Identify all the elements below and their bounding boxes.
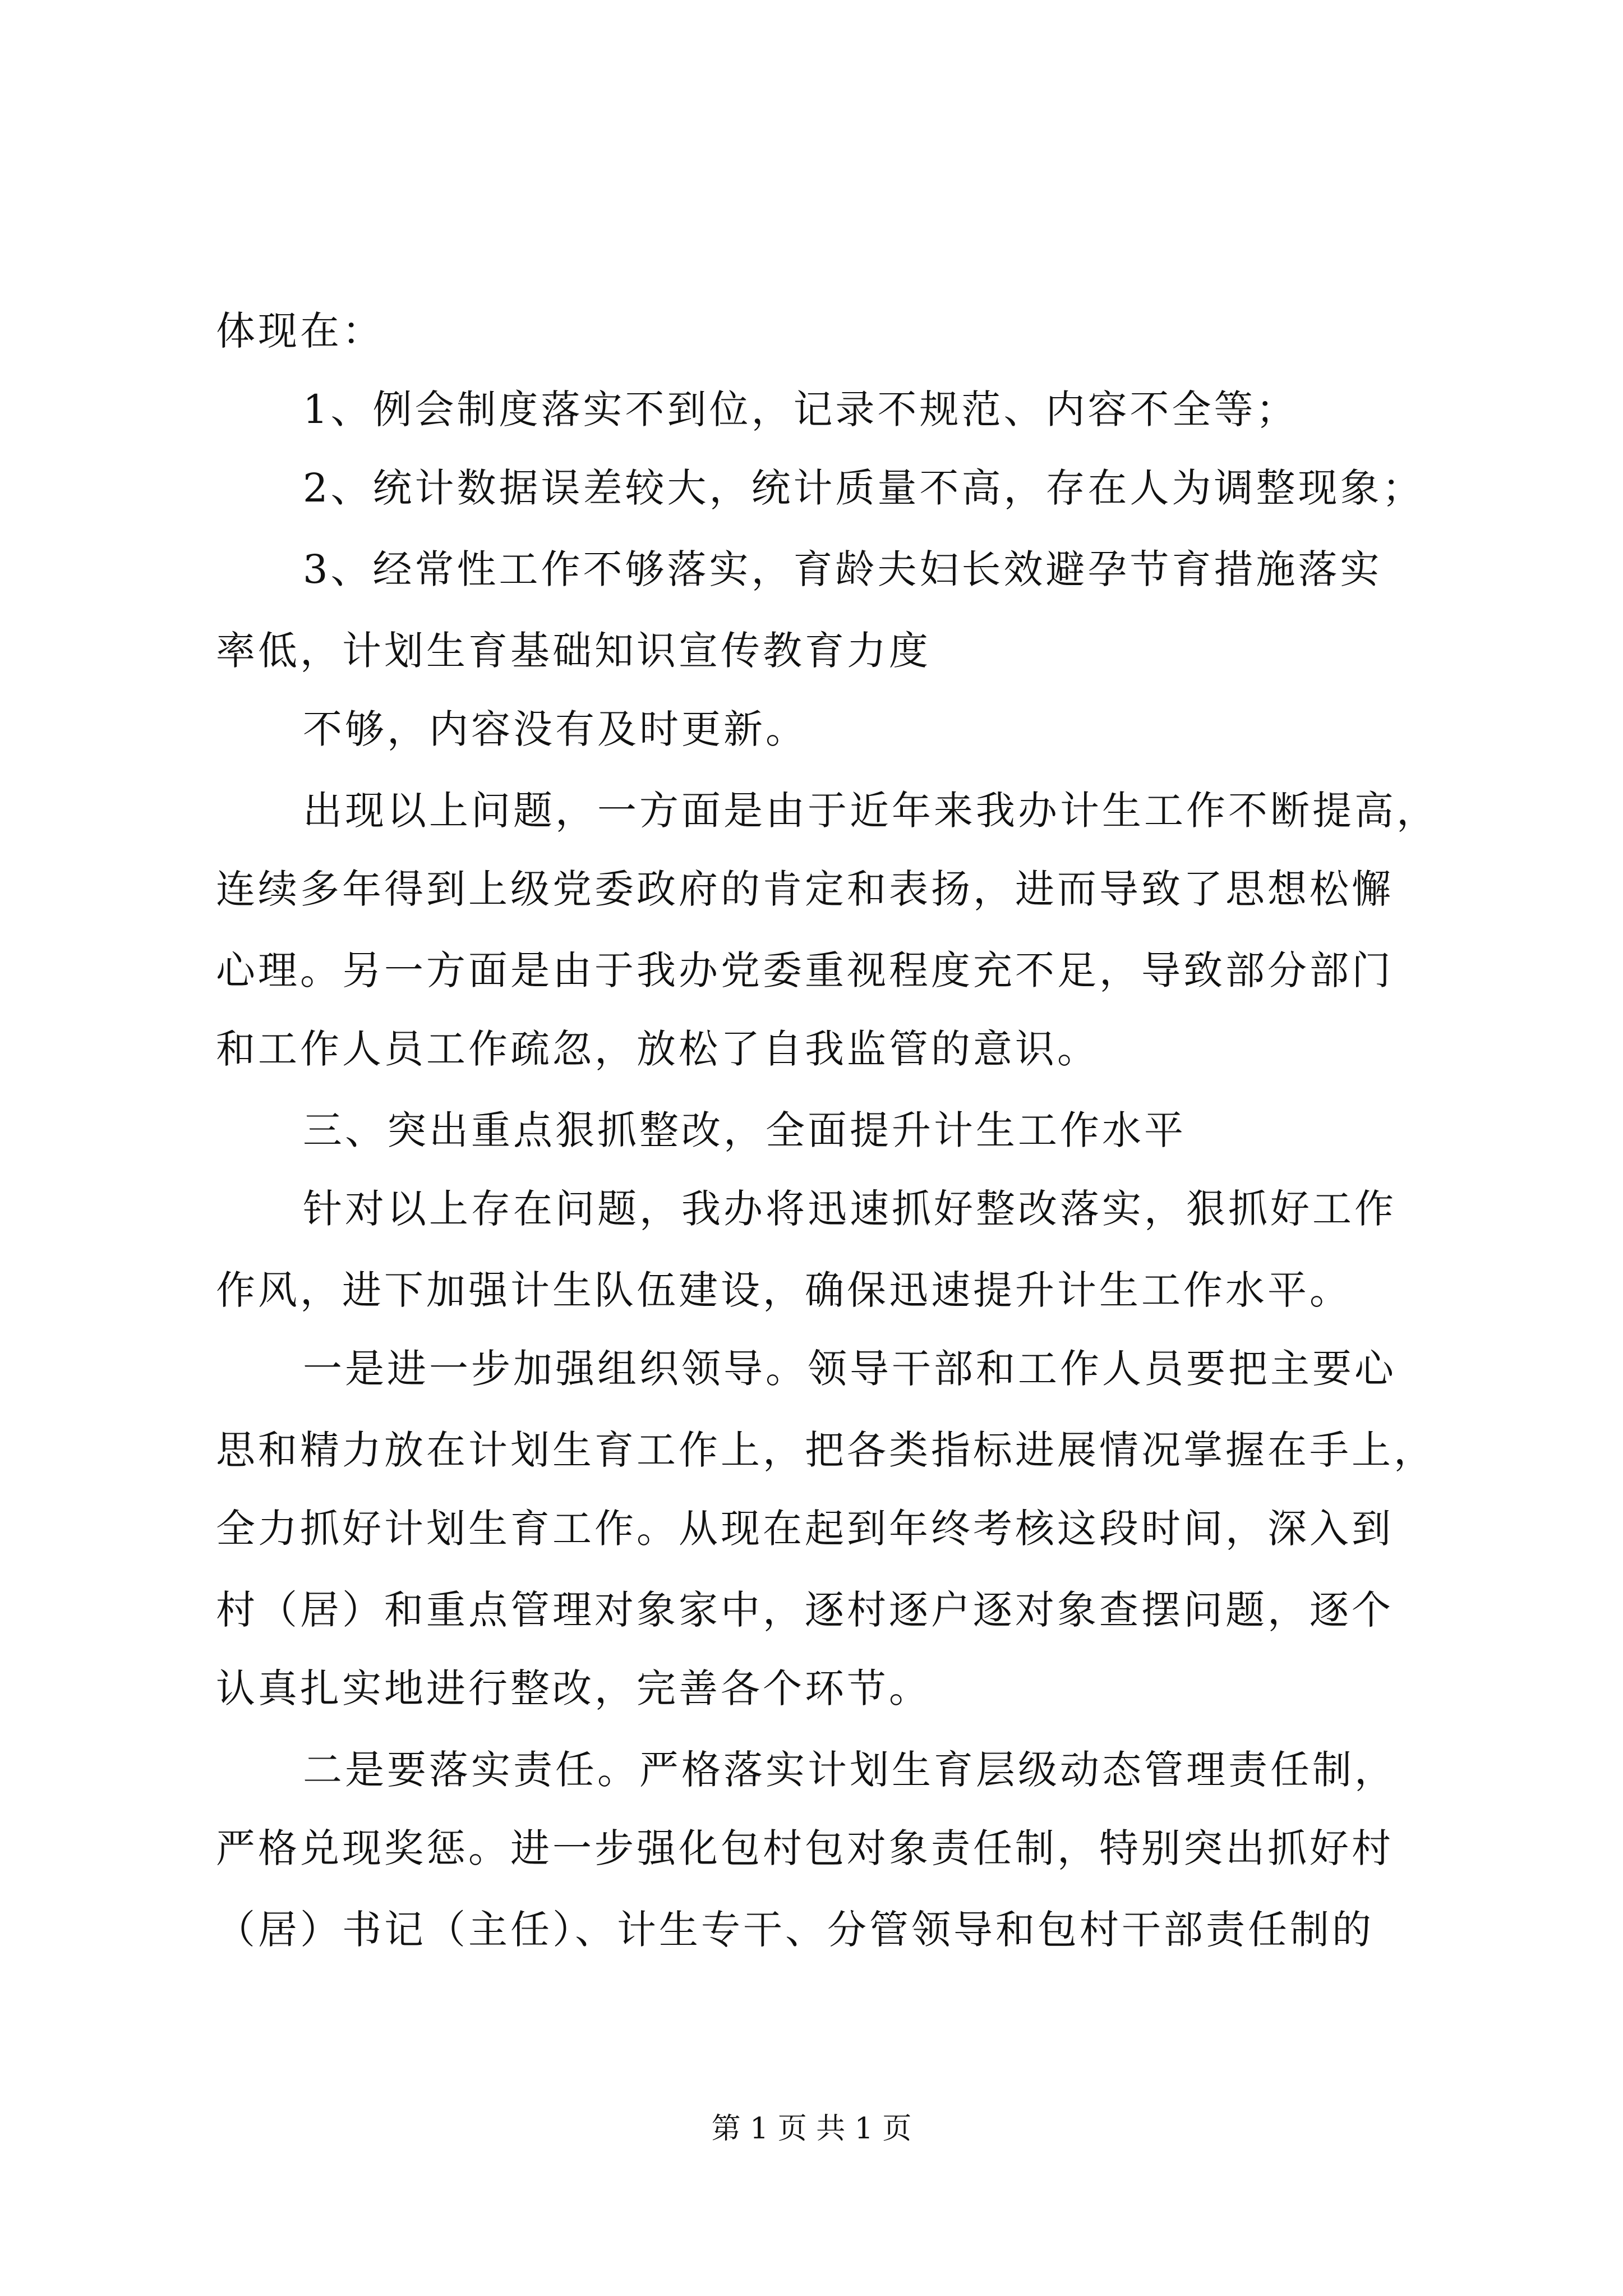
section-heading: 三、突出重点狠抓整改，全面提升计生工作水平 (303, 1107, 1186, 1153)
text-line: 率低，计划生育基础知识宣传教育力度 (216, 628, 931, 674)
text-line: 村（居）和重点管理对象家中，逐村逐户逐对象查摆问题，逐个 (216, 1587, 1394, 1633)
text-line: 全力抓好计划生育工作。从现在起到年终考核这段时间，深入到 (216, 1506, 1394, 1552)
text-line: 一是进一步加强组织领导。领导干部和工作人员要把主要心 (303, 1346, 1396, 1392)
text-line: 认真扎实地进行整改，完善各个环节。 (216, 1665, 931, 1711)
text-line: 和工作人员工作疏忽，放松了自我监管的意识。 (216, 1026, 1099, 1072)
text-line: 严格兑现奖惩。进一步强化包村包对象责任制，特别突出抓好村 (216, 1825, 1394, 1871)
text-line: 思和精力放在计划生育工作上，把各类指标进展情况掌握在手上， (216, 1427, 1436, 1473)
text-line: 针对以上存在问题，我办将迅速抓好整改落实，狠抓好工作 (303, 1186, 1396, 1232)
text-line: 2、统计数据误差较大，统计质量不高，存在人为调整现象； (303, 465, 1424, 511)
text-line: 不够，内容没有及时更新。 (303, 706, 808, 752)
text-line: （居）书记（主任）、计生专干、分管领导和包村干部责任制的 (216, 1907, 1374, 1953)
page-footer: 第 1 页 共 1 页 (711, 2112, 912, 2146)
text-line: 1、例会制度落实不到位，记录不规范、内容不全等； (303, 386, 1298, 432)
text-line: 作风，进下加强计生队伍建设，确保迅速提升计生工作水平。 (216, 1267, 1352, 1313)
text-line: 出现以上问题，一方面是由于近年来我办计生工作不断提高， (303, 788, 1438, 834)
text-line: 心理。另一方面是由于我办党委重视程度充不足，导致部分部门 (216, 947, 1394, 993)
text-line: 二是要落实责任。严格落实计划生育层级动态管理责任制， (303, 1747, 1396, 1793)
text-line: 连续多年得到上级党委政府的肯定和表扬，进而导致了思想松懈 (216, 866, 1394, 912)
text-line: 3、经常性工作不够落实，育龄夫妇长效避孕节育措施落实 (303, 546, 1382, 592)
text-line: 体现在： (216, 308, 384, 354)
